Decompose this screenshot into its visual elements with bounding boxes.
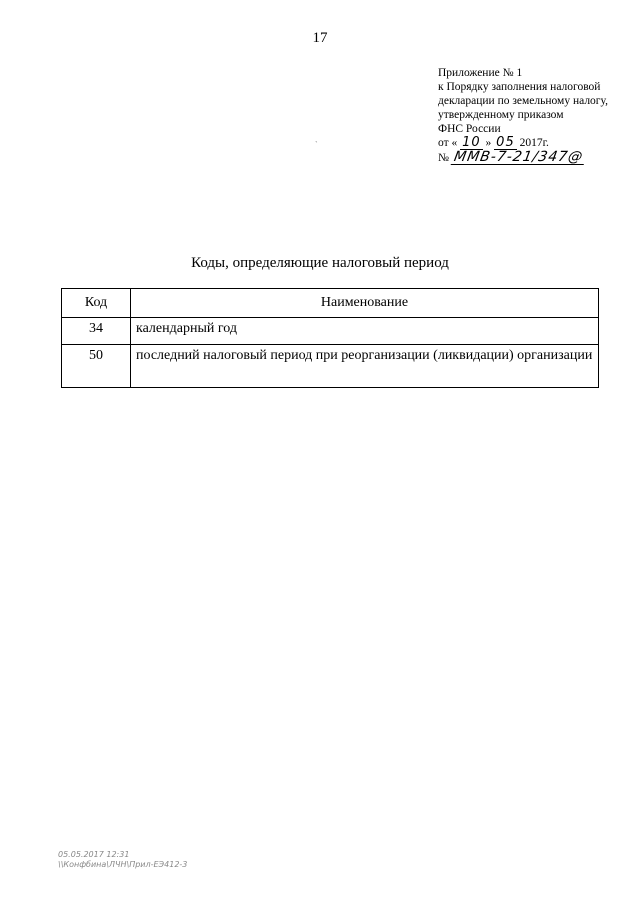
document-title: Коды, определяющие налоговый период xyxy=(191,255,449,271)
appendix-line-3: декларации по земельному налогу, xyxy=(438,95,608,107)
cell-name: последний налоговый период при реорганизации (ликвидации) организации xyxy=(131,345,599,388)
handwritten-order-number: ММВ-7-21/347@ xyxy=(452,149,585,165)
footer-path: \\Конфбина\ЛЧН\Прил-ЕЭ412-3 xyxy=(58,860,188,869)
codes-table xyxy=(61,288,599,388)
handwritten-day: 10 xyxy=(462,135,481,150)
header-code: Код xyxy=(62,289,131,318)
date-mid: » xyxy=(485,137,492,149)
footer-timestamp: 05.05.2017 12:31 xyxy=(58,850,130,859)
number-prefix: № xyxy=(438,152,449,164)
cell-name: календарный год xyxy=(131,318,599,345)
date-prefix: от « xyxy=(438,137,458,149)
header-name: Наименование xyxy=(131,289,599,318)
appendix-block xyxy=(438,66,628,165)
table-header-row xyxy=(62,289,599,318)
cell-code: 50 xyxy=(62,345,131,388)
date-year: 2017г. xyxy=(519,137,549,149)
appendix-date-line xyxy=(438,136,628,150)
page-number: 17 xyxy=(312,30,328,46)
scan-speck: ˋ xyxy=(315,140,318,149)
appendix-number-line xyxy=(438,150,628,165)
cell-code: 34 xyxy=(62,318,131,345)
appendix-line-2: к Порядку заполнения налоговой xyxy=(438,81,601,93)
footer-note xyxy=(58,850,187,870)
appendix-line-1: Приложение № 1 xyxy=(438,67,523,79)
table-row xyxy=(62,318,599,345)
handwritten-month: 05 xyxy=(496,135,515,150)
appendix-line-4: утвержденному приказом xyxy=(438,109,564,121)
appendix-line-5: ФНС России xyxy=(438,123,501,135)
table-row xyxy=(62,345,599,388)
